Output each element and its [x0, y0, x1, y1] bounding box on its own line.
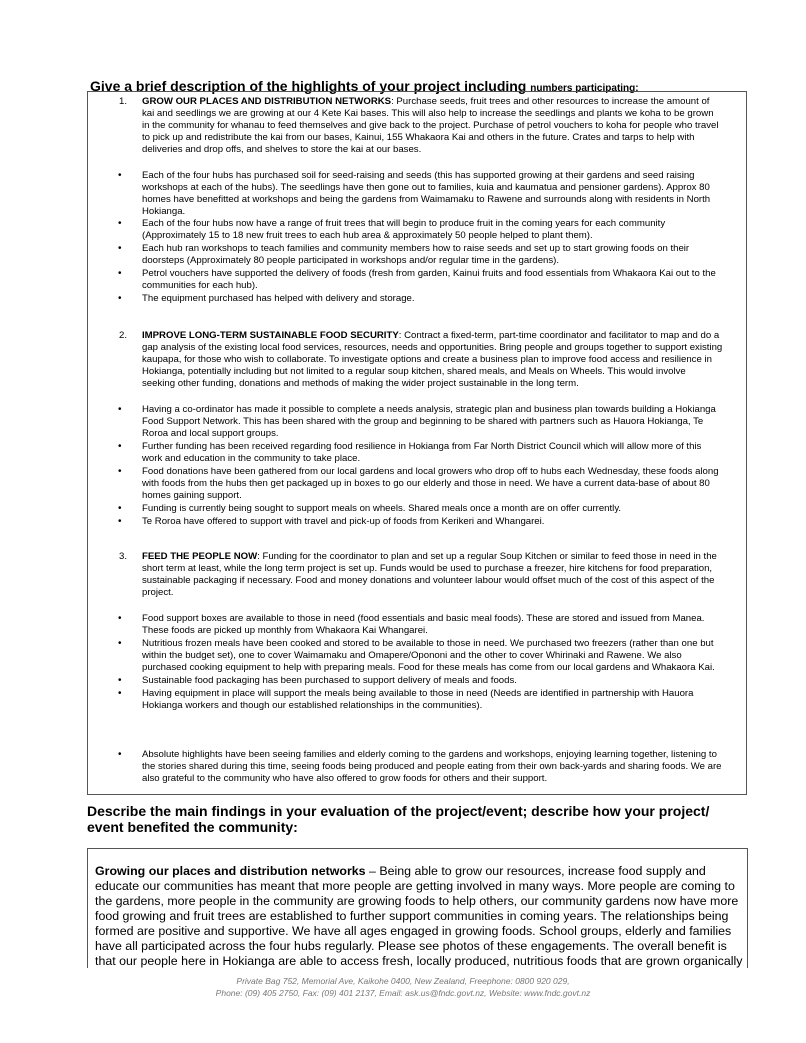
item-line: deliveries and drop offs, and shelves to store the kai at our bases.	[142, 144, 422, 155]
bullet-line: work and education in the community to take place.	[142, 453, 361, 464]
bullet-icon: •	[118, 749, 122, 760]
bullet-line: These foods are picked up monthly from Whakaora Kai Whangarei.	[142, 625, 428, 636]
bullet-line: (Approximately 15 to 18 new fruit trees to each hub area & approximately 50 people helped to plant them).	[142, 230, 593, 241]
bullet-icon: •	[118, 243, 122, 254]
bullet-line: workshops at each of the hubs). The seedlings have then gone out to families, kuia and kaumatua and pensioner gardens). Approx 80	[142, 182, 710, 193]
bullet-line: communities for each hub).	[142, 280, 258, 291]
bullet-icon: •	[118, 688, 122, 699]
bullet-line: Having a co-ordinator has made it possible to complete a needs analysis, strategic plan and business plan towards building a Hokianga	[142, 404, 716, 415]
findings-line: that our people here in Hokianga are able to access fresh, locally produced, nutritious foods that are grown organically	[95, 954, 743, 968]
bullet-line: Food donations have been gathered from our local gardens and local growers who drop off to hubs each Wednesday, these foods along	[142, 466, 719, 477]
bullet-icon: •	[118, 503, 122, 514]
bullet-icon: •	[118, 218, 122, 229]
findings-line: educate our communities has meant that more people are getting involved in many ways. More people are coming to	[95, 879, 735, 893]
findings-line: the gardens, more people in the community are growing foods to help others, our community gardens now have more	[95, 894, 739, 908]
bullet-line: Nutritious frozen meals have been cooked and stored to be available to those in need. We purchased two freezers (rather than one but	[142, 638, 714, 649]
bullet-line: the stories shared during this time, seeing foods being produced and people eating from their own back-yards and sharing foods. We are	[142, 761, 722, 772]
item-line: sustainable packaging if necessary. Food and money donations and volunteer labour would offset much of the cost of this aspect of the	[142, 575, 715, 586]
bullet-line: Hokianga workers and though our established relationships in the communities).	[142, 700, 483, 711]
bullet-line: homes have benefitted at workshops and being the gardens from Waimamaku to Rawene and surrounds along with residents in North	[142, 194, 711, 205]
bullet-icon: •	[118, 466, 122, 477]
bullet-line: Te Roroa have offered to support with travel and pick-up of foods from Kerikeri and Whangarei.	[142, 516, 545, 527]
item-line: kaupapa, for those who wish to collaborate. To investigate options and create a business plan to improve food access and resilience in	[142, 354, 712, 365]
bullet-line: Having equipment in place will support the meals being available to those in need (Needs are identified in partnership with Hauora	[142, 688, 694, 699]
item-number: 2.	[119, 330, 128, 341]
item-line: Hokianga, potentially including but not limited to a regular soup kitchen, shared meals, and Meals on Wheels. This would involve	[142, 366, 686, 377]
bullet-icon: •	[118, 268, 122, 279]
bullet-line: Roroa and local support groups.	[142, 428, 279, 439]
bullet-line: Sustainable food packaging has been purchased to support delivery of meals and foods.	[142, 675, 517, 686]
bullet-line: Hokianga.	[142, 206, 186, 217]
highlights-heading: Give a brief description of the highlights of your project including numbers participating:	[90, 78, 639, 94]
bullet-line: Food Support Network. This has been shared with the group and beginning to be shared with partners such as Hauora Hokianga, Te	[142, 416, 704, 427]
item-line: seeking other funding, donations and methods of making the wider project sustainable in the long term.	[142, 378, 579, 389]
item-line: FEED THE PEOPLE NOW: Funding for the coordinator to plan and set up a regular Soup Kitchen or similar to feed those in need in the	[142, 551, 717, 562]
footer-address: Private Bag 752, Memorial Ave, Kaikohe 0400, New Zealand, Freephone: 0800 920 029,	[236, 976, 570, 986]
item-line: gap analysis of the existing local food services, resources, needs and opportunities. Bring people and groups together to support existing	[142, 342, 723, 353]
bullet-icon: •	[118, 441, 122, 452]
item-line: IMPROVE LONG-TERM SUSTAINABLE FOOD SECURITY: Contract a fixed-term, part-time coordinator and facilitator to map and do a	[142, 330, 720, 341]
bullet-line: homes gaining support.	[142, 490, 242, 501]
item-line: project.	[142, 587, 174, 598]
bullet-line: Each hub ran workshops to teach families and community members how to raise seeds and set up to start growing foods on their	[142, 243, 690, 254]
item-line: short term at least, while the long term project is set up. Funds would be used to purchase a freezer, hire kitchens for food preparation,	[142, 563, 713, 574]
bullet-line: within the budget set), one to cover Waimamaku and Omapere/Opononi and the other to cover Whirinaki and Rawene. We also	[142, 650, 682, 661]
bullet-line: Absolute highlights have been seeing families and elderly coming to the gardens and workshops, enjoying learning together, listening to	[142, 749, 717, 760]
bullet-icon: •	[118, 613, 122, 624]
bullet-line: Funding is currently being sought to support meals on wheels. Shared meals once a month are on offer currently.	[142, 503, 622, 514]
bullet-line: Each of the four hubs has purchased soil for seed-raising and seeds (this has supported growing at their gardens and seed raising	[142, 170, 695, 181]
bullet-line: The equipment purchased has helped with delivery and storage.	[142, 293, 415, 304]
findings-line: food growing and fruit trees are established to further support communities in coming years. The relationships being	[95, 909, 729, 923]
item-line: to pick up and redistribute the kai from our bases, Kainui, 155 Whakaora Kai and others in the future. Crates and tarps to help with	[142, 132, 695, 143]
bullet-icon: •	[118, 516, 122, 527]
findings-heading: Describe the main findings in your evaluation of the project/event; describe how your project/ event benefited the community:	[87, 803, 710, 835]
bullet-line: Food support boxes are available to those in need (food essentials and basic meal foods). These are stored and issued from Manea.	[142, 613, 705, 624]
findings-line: Growing our places and distribution networks – Being able to grow our resources, increase food supply and	[95, 864, 706, 878]
bullet-icon: •	[118, 293, 122, 304]
findings-line: have all participated across the four hubs regularly. Please see photos of these engagements. The overall benefit is	[95, 939, 727, 953]
bullet-line: Further funding has been received regarding food resilience in Hokianga from Far North District Council which will allow more of this	[142, 441, 702, 452]
bullet-icon: •	[118, 170, 122, 181]
item-line: GROW OUR PLACES AND DISTRIBUTION NETWORKS: Purchase seeds, fruit trees and other resources to increase the amount of	[142, 96, 710, 107]
bullet-line: with foods from the hubs then get packaged up in boxes to go our elderly and those in need. We have a current data-base of about 80	[142, 478, 710, 489]
bullet-icon: •	[118, 404, 122, 415]
footer-contact: Phone: (09) 405 2750, Fax: (09) 401 2137, Email: ask.us@fndc.govt.nz, Website: www.fndc.govt.nz	[215, 988, 591, 998]
bullet-line: doorsteps (Approximately 80 people participated in workshops and/or regular time in the gardens).	[142, 255, 560, 266]
bullet-line: purchased cooking equipment to help with preparing meals. Food for these meals has come from our local gardens and Whakaora Kai.	[142, 662, 715, 673]
bullet-icon: •	[118, 675, 122, 686]
bullet-icon: •	[118, 638, 122, 649]
findings-line: formed are positive and supportive. We have all ages engaged in growing foods. School groups, elderly and families	[95, 924, 732, 938]
item-line: in the community for whanau to feed themselves and give back to the project. Purchase of petrol vouchers to koha for people who travel	[142, 120, 719, 131]
item-number: 3.	[119, 551, 128, 562]
bullet-line: also grateful to the community who have also offered to grow foods for others and their support.	[142, 773, 548, 784]
item-line: kai and seedlings we are growing at our 4 Kete Kai bases. This will also help to increase the seedlings and plants we koha to be grown	[142, 108, 714, 119]
bullet-line: Petrol vouchers have supported the delivery of foods (fresh from garden, Kainui fruits and food essentials from Whakaora Kai out to the	[142, 268, 716, 279]
bullet-line: Each of the four hubs now have a range of fruit trees that will begin to produce fruit in the coming years for each community	[142, 218, 666, 229]
item-number: 1.	[119, 96, 128, 107]
